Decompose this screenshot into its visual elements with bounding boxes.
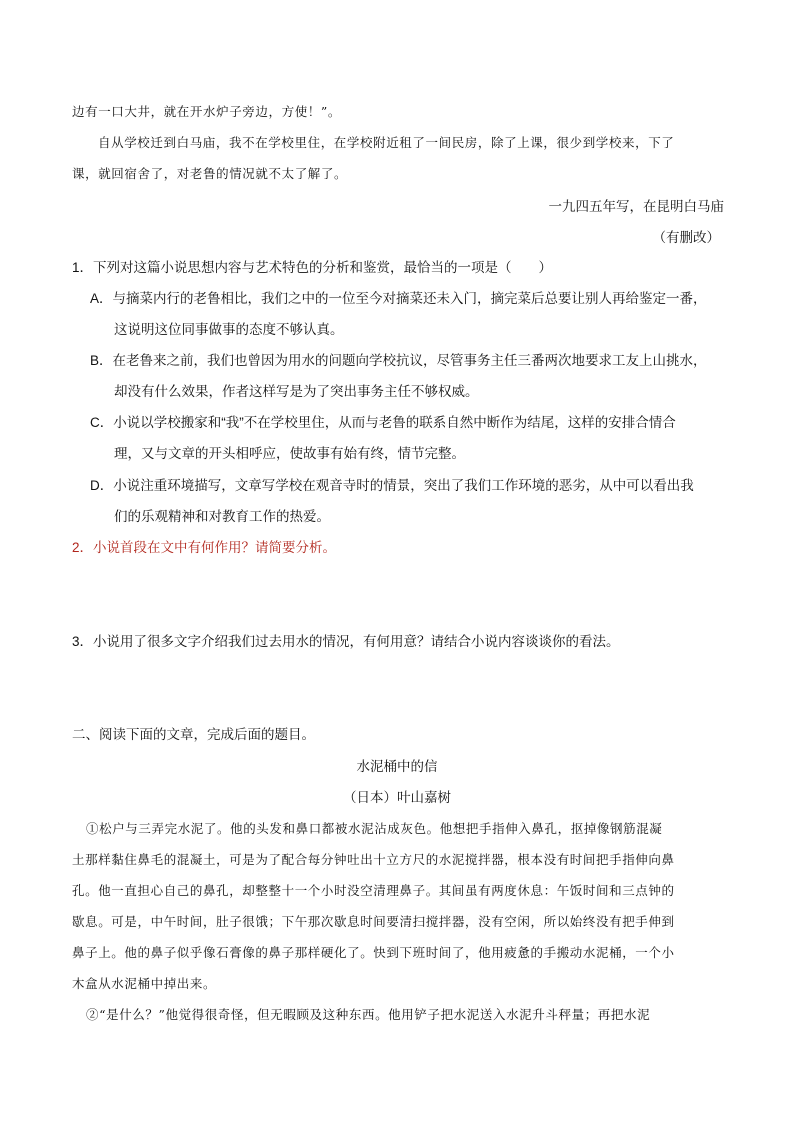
passage-paragraph-cont: 课，就回宿舍了，对老鲁的情况就不太了解了。 — [72, 166, 348, 181]
question-3: 3．小说用了很多文字介绍我们过去用水的情况，有何用意？请结合小说内容谈谈你的看法。 — [72, 634, 620, 649]
option-c-cont: 理，又与文章的开头相呼应，使故事有始有终，情节完整。 — [114, 446, 465, 461]
revision-note: （有删改） — [652, 230, 720, 245]
option-d: D．小说注重环境描写，文章写学校在观音寺时的情景，突出了我们工作环境的恶劣，从中可以看出我 — [90, 478, 694, 493]
article-paragraph-2: ②“是什么？”他觉得很奇怪，但无暇顾及这种东西。他用铲子把水泥送入水泥升斗秤量；再把水泥 — [86, 1007, 651, 1022]
article-author: （日本）叶山嘉树 — [343, 790, 451, 805]
section-heading: 二、阅读下面的文章，完成后面的题目。 — [72, 727, 315, 742]
option-c: C．小说以学校搬家和“我”不在学校里住，从而与老鲁的联系自然中断作为结尾，这样的安排合情合 — [90, 415, 676, 430]
passage-paragraph: 自从学校迁到白马庙，我不在学校里住，在学校附近租了一间民房，除了上课，很少到学校来，下了 — [98, 135, 675, 150]
dateline: 一九四五年写，在昆明白马庙 — [548, 199, 724, 214]
option-a: A．与摘菜内行的老鲁相比，我们之中的一位至今对摘菜还未入门，摘完菜后总要让别人再给鉴定一番， — [90, 291, 707, 306]
article-paragraph-1-line: 孔。他一直担心自己的鼻孔，却整整十一个小时没空清理鼻子。其间虽有两度休息：午饭时间和三点钟的 — [72, 883, 675, 898]
article-paragraph-1-line: 歇息。可是，中午时间，肚子很饿；下午那次歇息时间要清扫搅拌器，没有空闲，所以始终没有把手伸到 — [72, 914, 675, 929]
option-d-cont: 们的乐观精神和对教育工作的热爱。 — [114, 509, 330, 524]
option-b-cont: 却没有什么效果，作者这样写是为了突出事务主任不够权威。 — [114, 384, 479, 399]
passage-line: 边有一口大井，就在开水炉子旁边，方使！”。 — [72, 104, 341, 119]
question-1-stem: 1．下列对这篇小说思想内容与艺术特色的分析和鉴赏，最恰当的一项是（ ） — [72, 260, 553, 275]
article-paragraph-1: ①松户与三弄完水泥了。他的头发和鼻口都被水泥沾成灰色。他想把手指伸入鼻孔，抠掉像钢筋混凝 — [86, 821, 663, 836]
article-paragraph-1-line: 土那样黏住鼻毛的混凝土，可是为了配合每分钟吐出十立方尺的水泥搅拌器，根本没有时间把手指伸向鼻 — [72, 852, 675, 867]
article-paragraph-1-line: 鼻子上。他的鼻子似乎像石膏像的鼻子那样硬化了。快到下班时间了，他用疲惫的手搬动水泥桶，一个小 — [72, 945, 675, 960]
article-title: 水泥桶中的信 — [356, 759, 438, 774]
article-paragraph-1-line: 木盒从水泥桶中掉出来。 — [72, 976, 217, 991]
option-b: B．在老鲁来之前，我们也曾因为用水的问题向学校抗议，尽管事务主任三番两次地要求工友上山挑水， — [90, 353, 707, 368]
question-2: 2．小说首段在文中有何作用？请简要分析。 — [72, 540, 337, 555]
option-a-cont: 这说明这位同事做事的态度不够认真。 — [114, 322, 344, 337]
